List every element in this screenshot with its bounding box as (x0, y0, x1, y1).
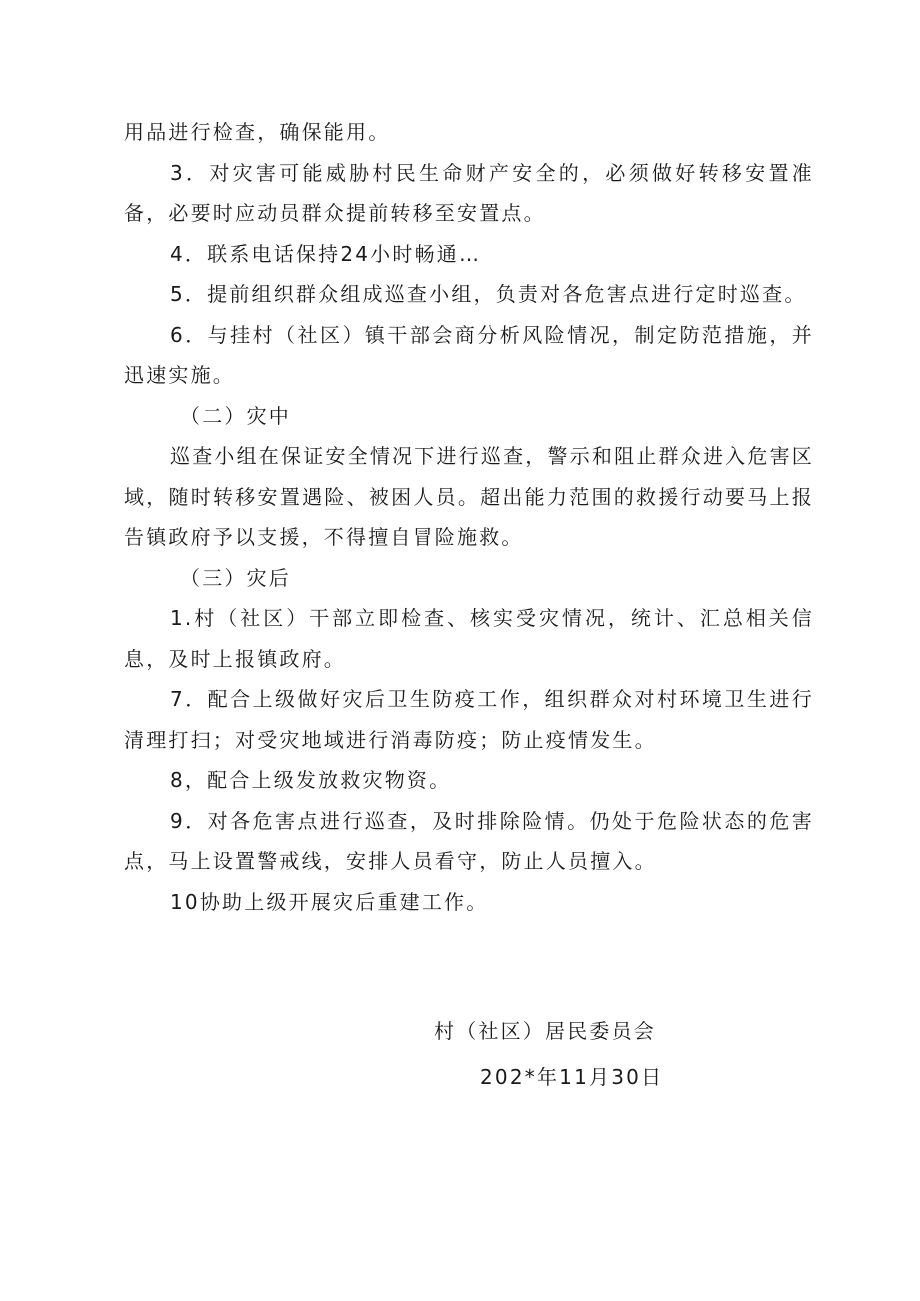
paragraph-item-6: 6．与挂村（社区）镇干部会商分析风险情况，制定防范措施，并迅速实施。 (124, 322, 814, 387)
paragraph-after-item-8: 8，配合上级发放救灾物资。 (170, 768, 452, 792)
document-body (124, 112, 814, 922)
paragraph-during-patrol: 巡查小组在保证安全情况下进行巡查，警示和阻止群众进入危害区域，随时转移安置遇险、被困人员。超出能力范围的救援行动要马上报告镇政府予以支援，不得擅自冒险施救。 (124, 444, 814, 549)
paragraph-item-4: 4．联系电话保持24小时畅通… (170, 241, 482, 266)
paragraph-continuation: 用品进行检查，确保能用。 (124, 120, 391, 144)
paragraph-after-item-1: 1.村（社区）干部立即检查、核实受灾情况，统计、汇总相关信息，及时上报镇政府。 (124, 606, 814, 671)
paragraph-item-3: 3．对灾害可能威胁村民生命财产安全的，必须做好转移安置准备，必要时应动员群众提前转移至安置点。 (124, 160, 814, 225)
paragraph-after-item-9: 9．对各危害点进行巡查，及时排除险情。仍处于危险状态的危害点，马上设置警戒线，安排人员看守，防止人员擅入。 (124, 808, 814, 873)
section-heading-during: （二）灾中 (180, 403, 291, 428)
paragraph-item-5: 5．提前组织群众组成巡查小组，负责对各危害点进行定时巡查。 (170, 282, 807, 306)
paragraph-after-item-7: 7．配合上级做好灾后卫生防疫工作，组织群众对村环境卫生进行清理打扫；对受灾地域进行消毒防疫；防止疫情发生。 (124, 687, 814, 752)
section-heading-after: （三）灾后 (180, 565, 291, 590)
signature-date: 202*年11月30日 (480, 1065, 664, 1089)
paragraph-after-item-10: 10协助上级开展灾后重建工作。 (170, 889, 489, 914)
signature-organization: 村（社区）居民委员会 (434, 1019, 656, 1043)
